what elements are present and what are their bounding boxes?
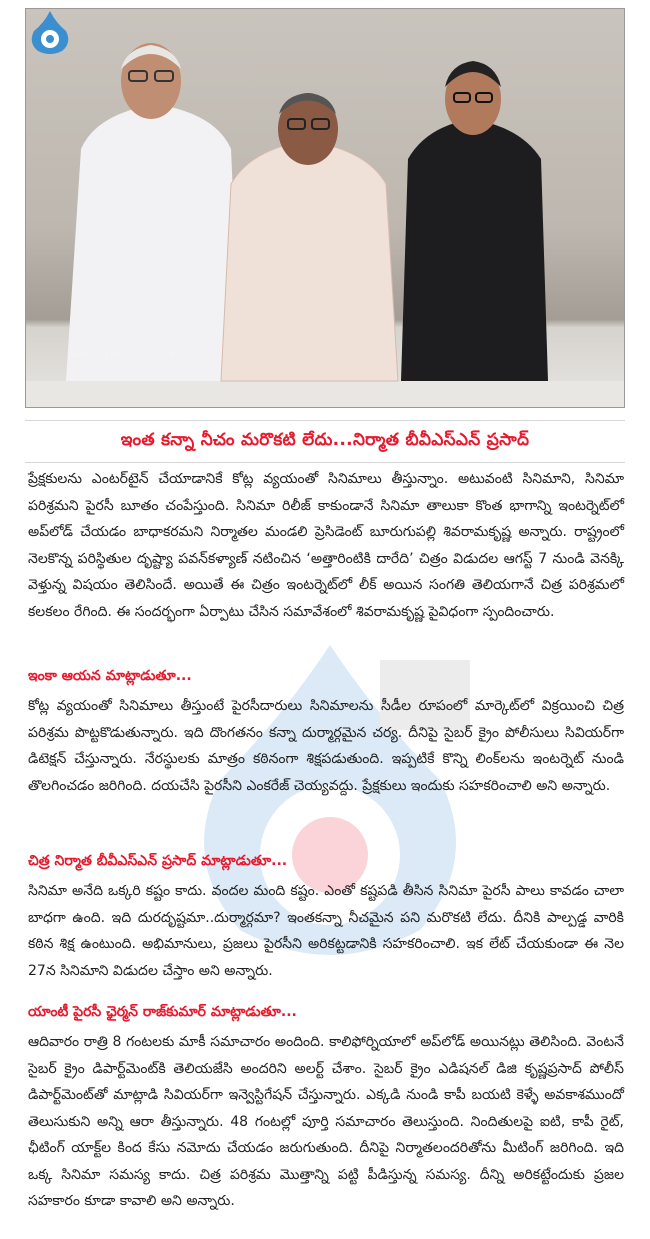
- paragraph-producer-quote: సినిమా అనేది ఒక్కరి కష్టం కాదు. వందల మంది కష్టం. ఎంతో కష్టపడి తీసిన సినిమా పైరసీ పాలు కావడం చాలా బాధగా ఉంది. ఇది దురదృష్టమా..దుర్మార్గమా? ఇంతకన్నా నీచమైన పని మరొకటి లేదు. దీనికి పాల్పడ్డ వారికి కఠిన శిక్ష ఉంటుంది. అభిమానులు, ప్రజలు పైరసీని అరికట్టడానికి సహకరించాలి. ఇక లేట్ చేయకుండా ఈ నెల 27న సినిమాని విడుదల చేస్తాం అని అన్నారు.: [28, 883, 624, 979]
- press-meet-photo: [25, 8, 625, 408]
- subhead-antipiracy-chairman: యాంటీ పైరసీ ఛైర్మన్ రాజ్‌కుమార్ మాట్లాడుతూ...: [28, 1004, 297, 1020]
- paragraph-chairman-quote: ఆదివారం రాత్రి 8 గంటలకు మాకీ సమాచారం అందింది. కాలిఫోర్నియాలో అప్‌లోడ్ అయినట్లు తెలిసింది. వెంటనే సైబర్ క్రైం డిపార్ట్‌మెంట్‌కి తెలియజేసి అందరిని అలర్ట్ చేశాం. సైబర్ క్రైం ఎడిషనల్ డిజి కృష్ణప్రసాద్ పోలీస్ డిపార్ట్‌మెంట్‌తో మాట్లాడి సివియర్‌గా ఇన్వెస్టిగేషన్ చేస్తున్నారు. ఎక్కడి నుండి కాపీ బయటి కెళ్ళే అవకాశముందో తెలుసుకుని అన్ని ఆరా తీస్తున్నారు. 48 గంటల్లో పూర్తి సమాచారం తెలుస్తుంది. నిందితులపై ఐటి, కాపీ రైట్, ఛీటింగ్ యాక్ట్‌ల కింద కేసు నమోదు చేయడం జరుగుతుంది. దీనిపై నిర్మాతలందరితోను మీటింగ్ జరిగింది. ఇది ఒక్క సినిమా సమస్య కాదు. చిత్ర పరిశ్రమ మొత్తాన్ని పట్టి పీడిస్తున్న సమస్య. దీన్ని అరికట్టేందుకు ప్రజల సహకారం కూడా కావాలి అని అన్నారు.: [28, 1034, 624, 1209]
- headline-top-divider: [25, 420, 625, 421]
- person-middle: [221, 93, 398, 381]
- photo-watermark: www.cinejosh.com: [71, 349, 176, 360]
- article-headline: ఇంత కన్నా నీచం మరొకటి లేదు...నిర్మాత బీవీఎస్ఎన్ ప్రసాద్: [120, 430, 530, 450]
- person-left: [66, 43, 241, 381]
- headline-bottom-divider: [25, 462, 625, 463]
- paragraph-intro: ప్రేక్షకులను ఎంటర్‌టైన్ చేయాడానికే కోట్ల వ్యయంతో సినిమాలు తీస్తున్నాం. అటువంటి సినిమాని, సినిమా పరిశ్రమని పైరసీ బూతం చంపేస్తుంది. సినిమా రిలీజ్ కాకుండానే సినిమా తాలుకా కొంత భాగాన్ని ఇంటర్నెట్‌లో అప్‌లోడ్ చేయడం బాధాకరమని నిర్మాతల మండలి ప్రెసిడెంట్ బూరుగుపల్లి శివరామకృష్ణ అన్నారు. రాష్ట్రంలో నెలకొన్న పరిస్థితుల దృష్ట్యా పవన్‌కళ్యాణ్ నటించిన ‘అత్తారింటికి దారేది’ చిత్రం విడుదల ఆగస్ట్ 7 నుండి వెనక్కి వెళ్తున్న విషయం తెలిసిందే. అయితే ఈ చిత్రం ఇంటర్నెట్‌లో లీక్ అయిన సంగతి తెలియగానే చిత్ర పరిశ్రమలో కలకలం రేగింది. ఈ సందర్భంగా ఏర్పాటు చేసిన సమావేశంలో శివరామకృష్ణ పైవిధంగా స్పందించారు.: [28, 471, 624, 620]
- subhead-producer-remarks: చిత్ర నిర్మాత బీవీఎస్ఎన్ ప్రసాద్ మాట్లాడుతూ...: [28, 853, 288, 869]
- subhead-more-remarks: ఇంకా ఆయన మాట్లాడుతూ...: [28, 668, 192, 684]
- person-right: [401, 61, 548, 381]
- paragraph-piracy-remarks: కోట్ల వ్యయంతో సినిమాలు తీస్తుంటే పైరసీదారులు సినిమాలను సీడీల రూపంలో మార్కెట్‌లో విక్రయించి చిత్ర పరిశ్రమ పొట్టకొడుతున్నారు. ఇది దొంగతనం కన్నా దుర్మార్గమైన చర్య. దీనిపై సైబర్ క్రైం పోలీసులు సివియర్‌గా డిటెక్షన్ చేస్తున్నారు. నేరస్థులకు మాత్రం కఠినంగా శిక్షపడుతుంది. ఇప్పటికే కొన్ని లింక్‌లను ఇంటర్నెట్ నుండి తొలగించడం జరిగింది. దయచేసి పైరసీని ఎంకరేజ్ చెయ్యవద్దు. ప్రేక్షకులు ఇందుకు సహకరించాలి అని అన్నారు.: [28, 698, 624, 794]
- cinejosh-logo-icon: [26, 9, 74, 57]
